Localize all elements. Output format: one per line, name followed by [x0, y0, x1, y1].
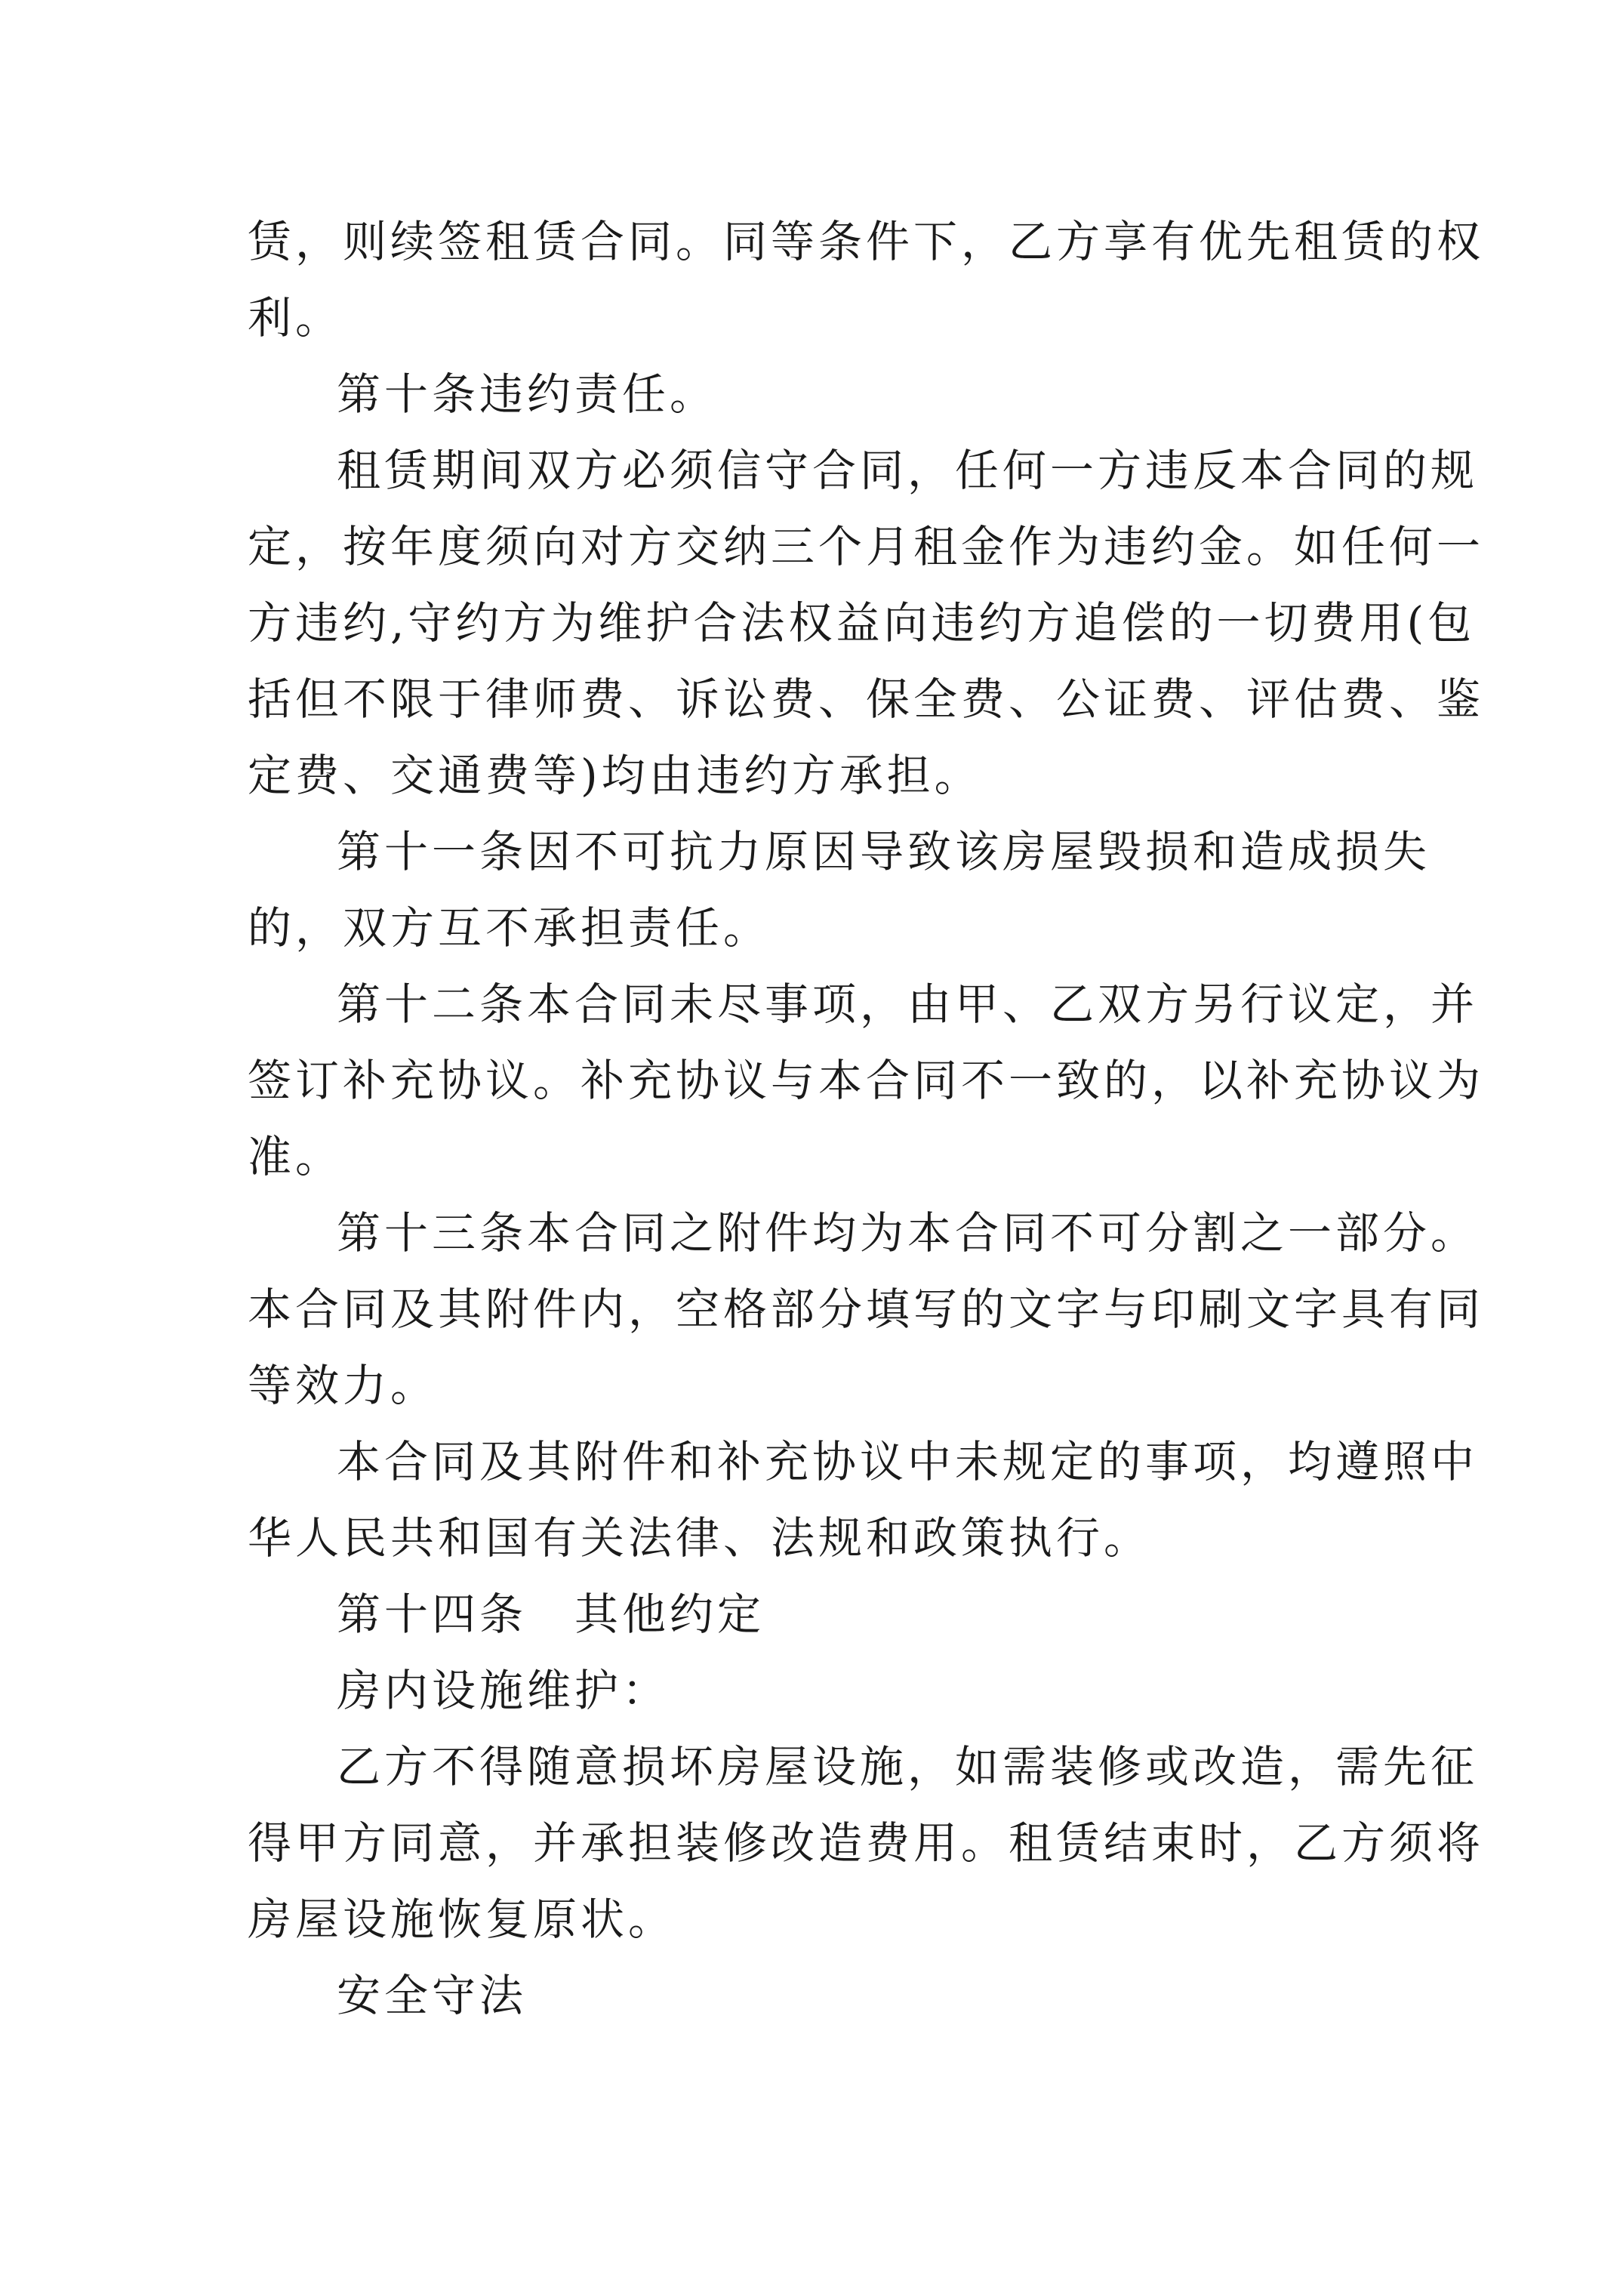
text-line: 的，双方互不承担责任。: [248, 902, 771, 954]
text-line: 括但不限于律师费、诉讼费、保全费、公证费、评估费、鉴: [248, 673, 1485, 725]
text-line: 等效力。: [248, 1360, 439, 1411]
section-heading: 第十条违约责任。: [337, 368, 718, 420]
text-line: 本合同及其附件和补充协议中未规定的事项，均遵照中: [337, 1436, 1479, 1487]
section-heading: 第十三条本合同之附件均为本合同不可分割之一部分。: [337, 1207, 1479, 1259]
section-heading: 第十一条因不可抗力原因导致该房屋毁损和造成损失: [337, 826, 1431, 877]
subheading: 房内设施维护：: [337, 1665, 670, 1716]
text-line: 房屋设施恢复原状。: [248, 1894, 676, 1945]
section-heading: 第十二条本合同未尽事项，由甲、乙双方另行议定，并: [337, 978, 1479, 1030]
text-line: 方违约,守约方为维护合法权益向违约方追偿的一切费用(包: [248, 597, 1476, 649]
text-line: 华人民共和国有关法律、法规和政策执行。: [248, 1512, 1152, 1564]
text-line: 乙方不得随意损坏房屋设施，如需装修或改造，需先征: [337, 1741, 1479, 1792]
text-line: 得甲方同意，并承担装修改造费用。租赁结束时，乙方须将: [248, 1817, 1485, 1869]
document-page: [248, 204, 1485, 2034]
text-line: 利。: [248, 292, 343, 344]
subheading: 安全守法: [337, 1970, 528, 2021]
text-line: 赁，则续签租赁合同。同等条件下，乙方享有优先租赁的权: [248, 216, 1485, 267]
text-line: 准。: [248, 1131, 343, 1182]
text-line: 租赁期间双方必须信守合同，任何一方违反本合同的规: [337, 445, 1479, 496]
section-heading: 第十四条 其他约定: [337, 1589, 765, 1640]
text-line: 签订补充协议。补充协议与本合同不一致的，以补充协议为: [248, 1055, 1485, 1106]
text-line: 定费、交通费等)均由违约方承担。: [248, 750, 982, 801]
text-line: 本合同及其附件内，空格部分填写的文字与印刷文字具有同: [248, 1284, 1485, 1335]
text-line: 定，按年度须向对方交纳三个月租金作为违约金。如任何一: [248, 521, 1485, 572]
